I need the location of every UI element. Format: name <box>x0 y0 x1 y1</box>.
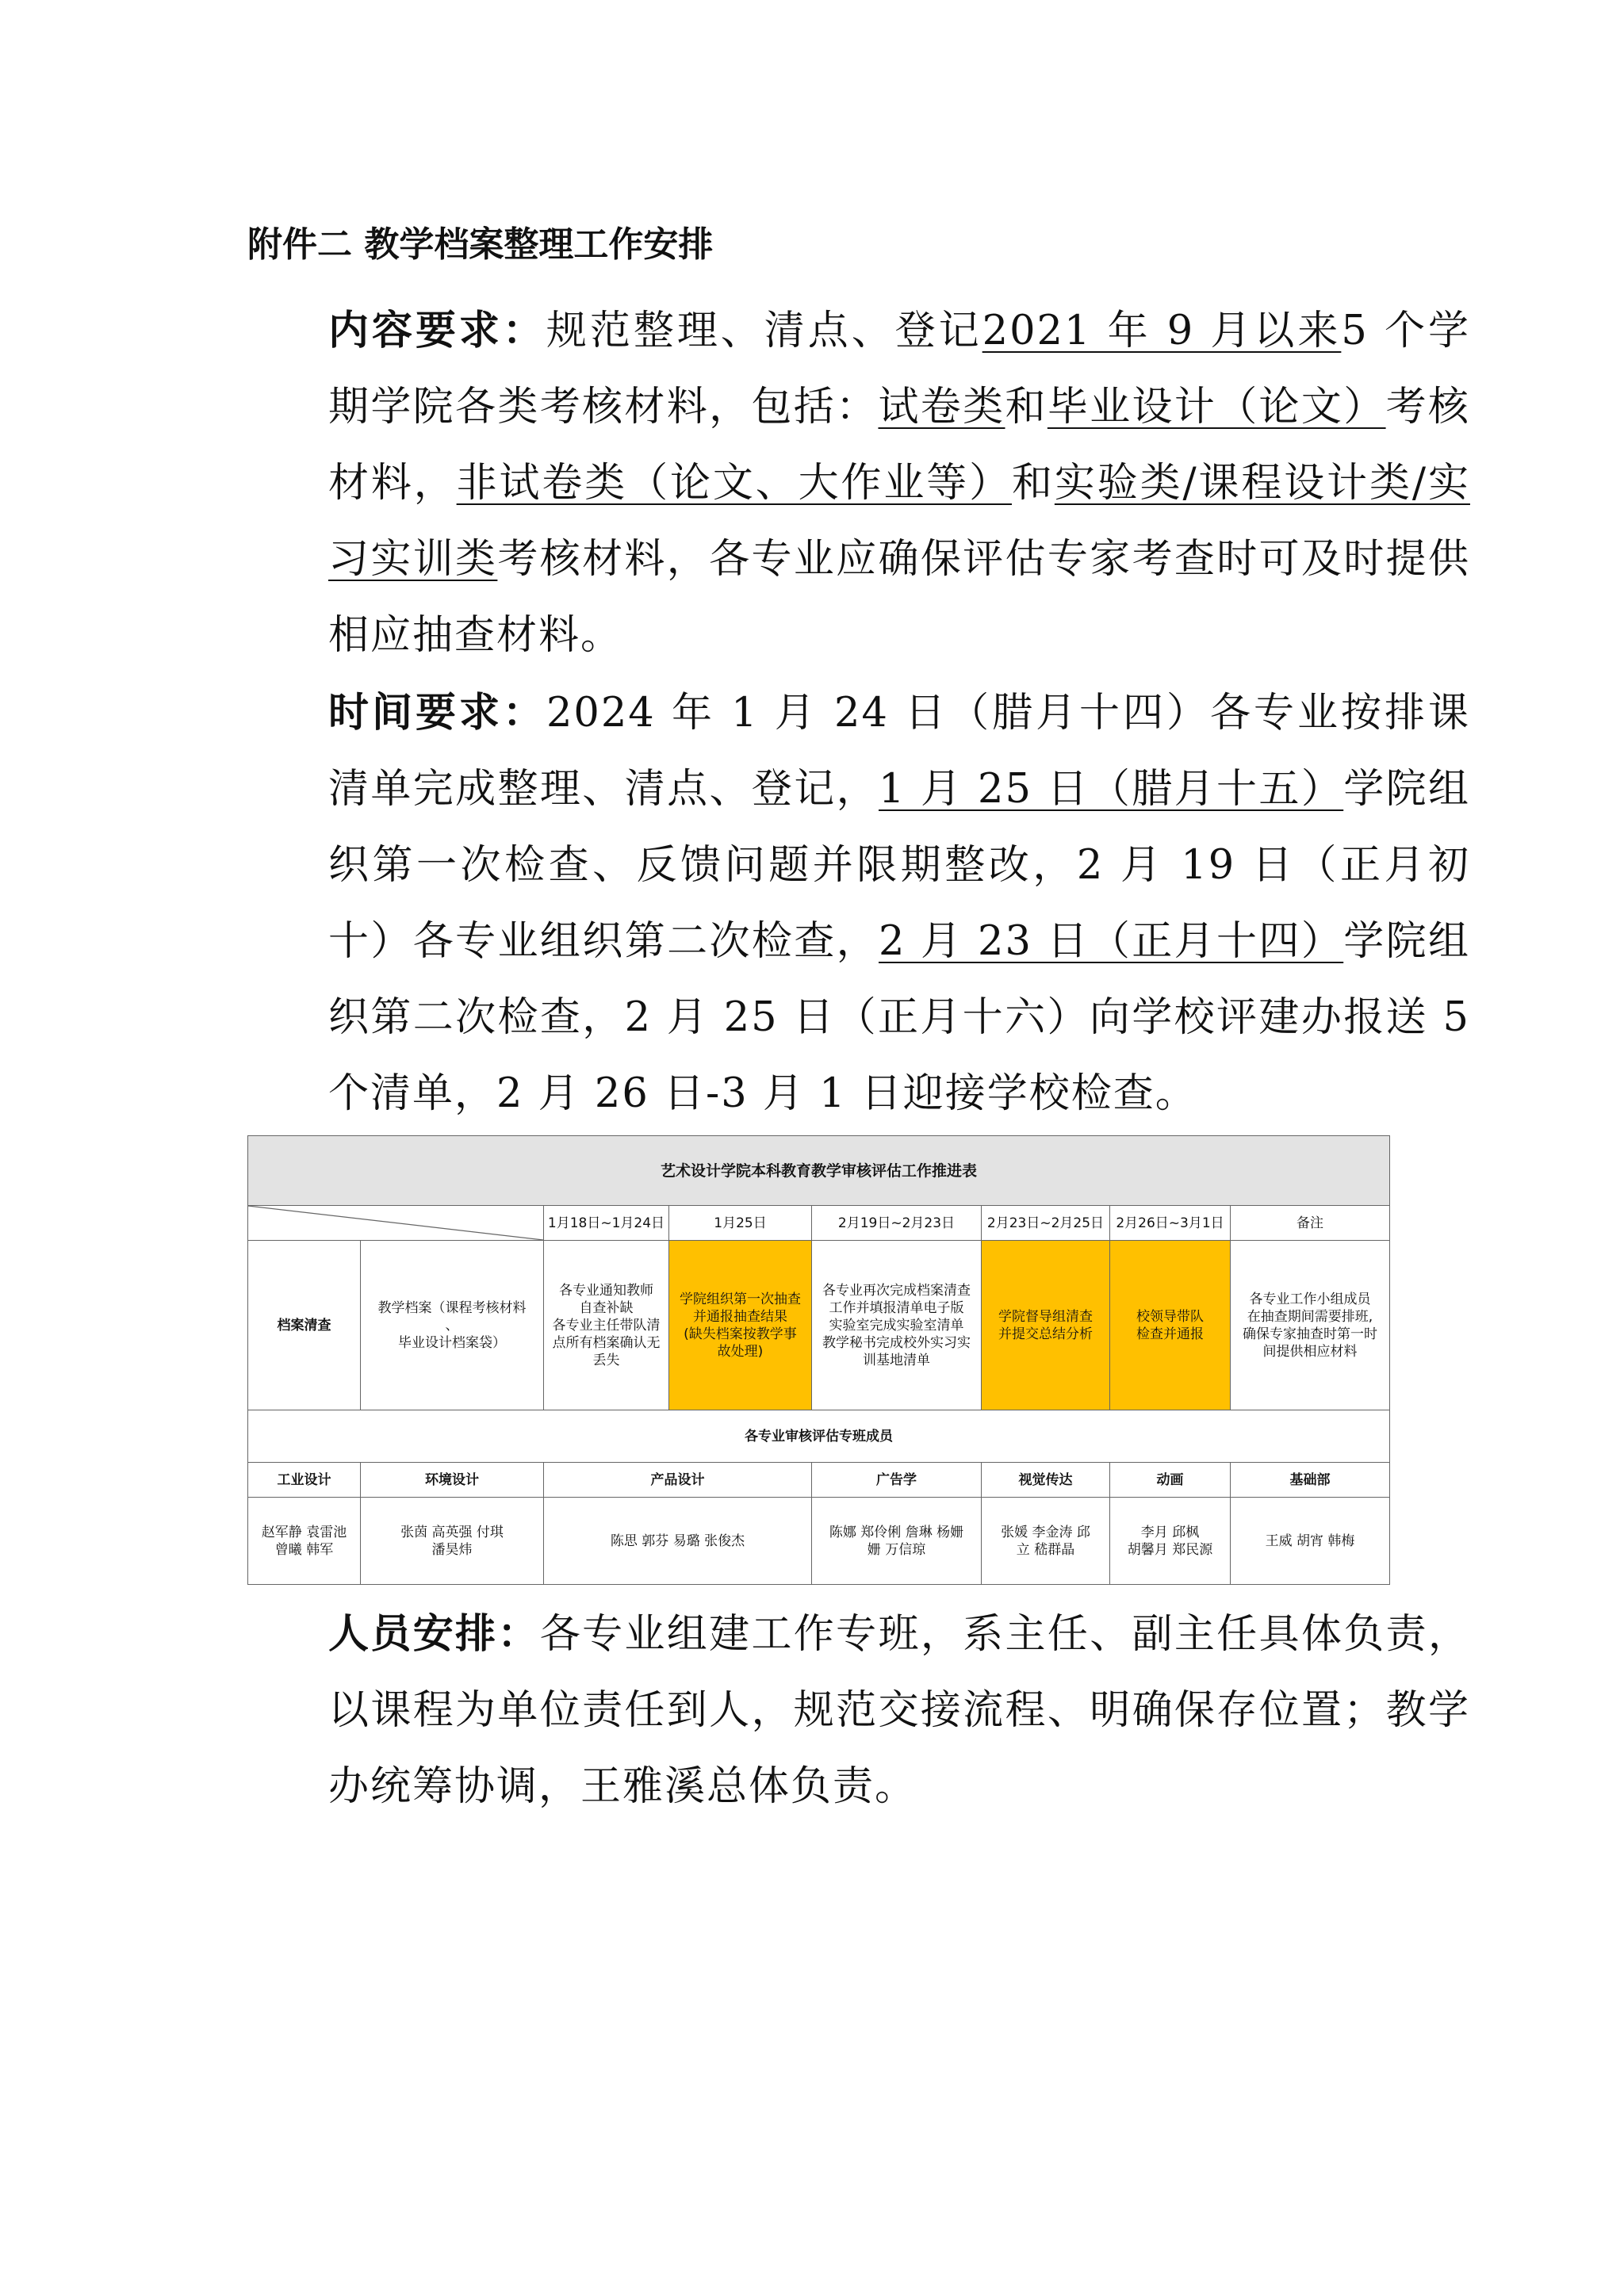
text-run: 考核材料， <box>328 384 1470 507</box>
period-header: 1月25日 <box>669 1206 812 1241</box>
members-cell: 赵军静 袁雷池 曾曦 韩军 <box>248 1498 361 1585</box>
team-title: 各专业审核评估专班成员 <box>248 1410 1390 1463</box>
underlined-run: 试卷类 <box>878 384 1005 430</box>
row-subject: 教学档案（课程考核材料 、 毕业设计档案袋） <box>361 1241 544 1410</box>
text-run: 各专业组建工作专班，系主任、副主任具体负责，以课程为单位责任到人，规范交接流程、明确保存位置；教学办统筹协调，王雅溪总体负责。 <box>328 1611 1470 1810</box>
major-header: 产品设计 <box>544 1463 812 1498</box>
staff-arrangement-lead: 人员安排： <box>328 1611 540 1658</box>
attachment-heading: 附件二 教学档案整理工作安排 <box>247 224 714 265</box>
underlined-run: 实验类/课程设计类/实习实训类 <box>328 460 1470 583</box>
underlined-run: 非试卷类（论文、大作业等） <box>456 460 1012 507</box>
task-cell-highlighted: 学院组织第一次抽查 并通报抽查结果 (缺失档案按教学事 故处理) <box>669 1241 812 1410</box>
underlined-run: 2021 年 9 月以来 <box>982 308 1342 354</box>
remarks-cell: 各专业工作小组成员 在抽查期间需要排班, 确保专家抽查时第一时 间提供相应材料 <box>1231 1241 1390 1410</box>
underlined-run: 1 月 25 日（腊月十五） <box>879 766 1344 813</box>
text-run: 5 个学期学院各类考核材料，包括： <box>328 308 1470 430</box>
major-header: 基础部 <box>1231 1463 1390 1498</box>
time-requirement-lead: 时间要求： <box>328 690 546 737</box>
time-requirement-paragraph <box>247 675 1470 1132</box>
row-label: 档案清查 <box>248 1241 361 1410</box>
members-cell: 李月 邱枫 胡馨月 郑民源 <box>1110 1498 1231 1585</box>
major-header: 工业设计 <box>248 1463 361 1498</box>
staff-arrangement-paragraph <box>247 1597 1470 1825</box>
task-cell-highlighted: 学院督导组清查 并提交总结分析 <box>982 1241 1110 1410</box>
text-run: 规范整理、清点、登记 <box>546 308 982 354</box>
task-cell: 各专业通知教师 自查补缺 各专业主任带队清 点所有档案确认无 丢失 <box>544 1241 669 1410</box>
members-cell: 王威 胡宵 韩梅 <box>1231 1498 1390 1585</box>
major-header: 视觉传达 <box>982 1463 1110 1498</box>
text-run: 和 <box>1005 384 1048 430</box>
progress-table <box>247 1135 1389 1584</box>
major-header: 广告学 <box>812 1463 982 1498</box>
underlined-run: 毕业设计（论文） <box>1047 384 1386 430</box>
task-cell: 各专业再次完成档案清查 工作并填报清单电子版 实验室完成实验室清单 教学秘书完成校外实习实 训基地清单 <box>812 1241 982 1410</box>
table-title: 艺术设计学院本科教育教学审核评估工作推进表 <box>248 1136 1390 1206</box>
members-cell: 陈思 郭芬 易璐 张俊杰 <box>544 1498 812 1585</box>
text-run: 考核材料，各专业应确保评估专家考查时可及时提供相应抽查材料。 <box>328 536 1470 659</box>
remarks-header: 备注 <box>1231 1206 1390 1241</box>
underlined-run: 2 月 23 日（正月十四） <box>879 918 1344 965</box>
text-run: 学院组织第二次检查，2 月 25 日（正月十六）向学校评建办报送 5 个清单，2 月 26 日-3 月 1 日迎接学校检查。 <box>328 918 1470 1117</box>
content-requirement-paragraph <box>247 293 1470 674</box>
members-cell: 陈娜 郑伶俐 詹琳 杨姗 姗 万信琼 <box>812 1498 982 1585</box>
diagonal-header-cell <box>248 1206 544 1241</box>
members-cell: 张茵 高英强 付琪 潘昊炜 <box>361 1498 544 1585</box>
period-header: 2月23日~2月25日 <box>982 1206 1110 1241</box>
major-header: 动画 <box>1110 1463 1231 1498</box>
period-header: 1月18日~1月24日 <box>544 1206 669 1241</box>
period-header: 2月26日~3月1日 <box>1110 1206 1231 1241</box>
diagonal-line <box>248 1206 543 1240</box>
major-header: 环境设计 <box>361 1463 544 1498</box>
members-cell: 张媛 李金涛 邱 立 嵇群晶 <box>982 1498 1110 1585</box>
text-run: 和 <box>1011 460 1055 507</box>
text-run: 学院组织第一次检查、反馈问题并限期整改，2 月 19 日（正月初十）各专业组织第二次检查， <box>328 766 1470 965</box>
task-cell-highlighted: 校领导带队 检查并通报 <box>1110 1241 1231 1410</box>
text-run: 2024 年 1 月 24 日（腊月十四）各专业按排课清单完成整理、清点、登记， <box>328 690 1470 813</box>
content-requirement-lead: 内容要求： <box>328 308 546 354</box>
period-header: 2月19日~2月23日 <box>812 1206 982 1241</box>
